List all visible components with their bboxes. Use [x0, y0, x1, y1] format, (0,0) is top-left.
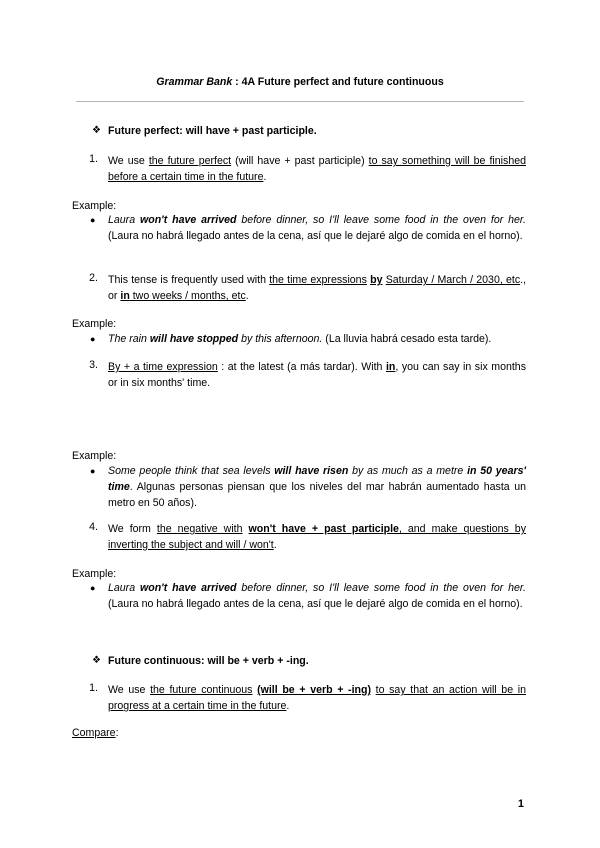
- keyword-by: by: [370, 274, 383, 286]
- compare-text: Compare: [72, 727, 116, 739]
- text-run: : at the latest (a más tardar). With: [217, 361, 386, 373]
- item-4-text: [108, 521, 526, 553]
- example-label: Example:: [72, 318, 117, 330]
- title-prefix: Grammar Bank: [156, 76, 233, 88]
- example-sentence: The rain: [108, 333, 150, 345]
- spanish-translation: . Algunas personas piensan que los niveles del mar habrán aumentado hasta un metro en 50 años).: [108, 481, 526, 509]
- example-sentence: before dinner, so I'll leave some food in the oven for her.: [236, 582, 526, 594]
- dot-bullet-icon: ●: [90, 215, 96, 225]
- example-label: Example:: [72, 568, 117, 580]
- underlined-phrase: to say that an action will be in progress at a certain time in the future: [108, 684, 526, 712]
- diamond-bullet-icon: ❖: [92, 125, 101, 136]
- diamond-bullet-icon: ❖: [92, 655, 101, 666]
- underlined-term: the time expressions: [269, 274, 367, 286]
- example-sentence: Some people think that sea levels: [108, 465, 275, 477]
- keyword-in: in: [120, 290, 130, 302]
- example-verb: won't have arrived: [140, 582, 237, 594]
- text-run: We form: [108, 523, 157, 535]
- text-run: .: [273, 539, 277, 551]
- underlined-phrase: to say something will be finished before a certain time in the future: [108, 155, 526, 183]
- title-rest: : 4A Future perfect and future continuous: [232, 76, 444, 88]
- title-divider: [76, 101, 524, 102]
- dot-bullet-icon: ●: [90, 334, 96, 344]
- item-number: 1.: [89, 682, 98, 694]
- underlined-term: the negative with: [156, 523, 243, 535]
- underlined-phrase: two weeks / months, etc: [129, 290, 246, 302]
- example-sentence: before dinner, so I'll leave some food in the oven for her.: [236, 214, 526, 226]
- example-4-text: [108, 580, 526, 612]
- example-time-expression: in 50 years' time: [108, 465, 527, 493]
- text-run: (will have + past participle): [231, 155, 369, 167]
- item-5-text: [108, 682, 526, 714]
- example-sentence: Laura: [108, 214, 140, 226]
- spanish-translation: (La lluvia habrá cesado esta tarde).: [322, 333, 492, 345]
- text-run: ., or: [108, 274, 527, 302]
- keyword-in: in: [385, 361, 396, 373]
- text-run: We use: [108, 684, 151, 696]
- section-heading-future-continuous: Future continuous: will be + verb + -ing.: [108, 655, 309, 667]
- example-sentence: Laura: [108, 582, 140, 594]
- spanish-translation: (Laura no habrá llegado antes de la cena, así que le dejaré algo de comida en el horno).: [108, 230, 523, 242]
- text-run: .: [286, 700, 290, 712]
- text-run: , you can say in six months or in six months' time.: [108, 361, 526, 389]
- example-3-text: [108, 463, 526, 511]
- dot-bullet-icon: ●: [90, 466, 96, 476]
- example-1-text: [108, 212, 526, 244]
- text-run: .: [263, 171, 267, 183]
- underlined-term: By + a time expression: [108, 361, 218, 373]
- item-number: 4.: [89, 521, 98, 533]
- compare-label: [72, 725, 119, 741]
- page-title: [0, 76, 600, 88]
- text-run: We use: [108, 155, 149, 167]
- underlined-phrase: Saturday / March / 2030, etc: [385, 274, 521, 286]
- item-number: 1.: [89, 153, 98, 165]
- example-sentence: by as much as a metre: [348, 465, 468, 477]
- underlined-term: the future continuous: [150, 684, 253, 696]
- dot-bullet-icon: ●: [90, 583, 96, 593]
- example-sentence: by this afternoon.: [238, 333, 323, 345]
- item-number: 3.: [89, 359, 98, 371]
- example-verb: will have stopped: [149, 333, 239, 345]
- item-1-text: [108, 153, 526, 185]
- example-verb: won't have arrived: [140, 214, 237, 226]
- spanish-translation: (Laura no habrá llegado antes de la cena, así que le dejaré algo de comida en el horno).: [108, 598, 523, 610]
- example-label: Example:: [72, 450, 117, 462]
- section-heading-future-perfect: Future perfect: will have + past participle.: [108, 125, 317, 137]
- item-3-text: [108, 359, 526, 391]
- page-number: 1: [517, 798, 524, 810]
- example-label: Example:: [72, 200, 117, 212]
- structure-formula: (will be + verb + -ing): [257, 684, 371, 696]
- text-run: This tense is frequently used with: [108, 274, 270, 286]
- underlined-term: the future perfect: [148, 155, 232, 167]
- negative-form: won't have + past participle: [248, 523, 399, 535]
- example-verb: will have risen: [274, 465, 349, 477]
- underlined-phrase: , and make questions by inverting the subject and will / won't: [108, 523, 526, 551]
- text-run: .: [245, 290, 249, 302]
- item-number: 2.: [89, 272, 98, 284]
- example-2-text: [108, 331, 526, 347]
- text-run: :: [115, 727, 119, 739]
- item-2-text: [108, 272, 526, 304]
